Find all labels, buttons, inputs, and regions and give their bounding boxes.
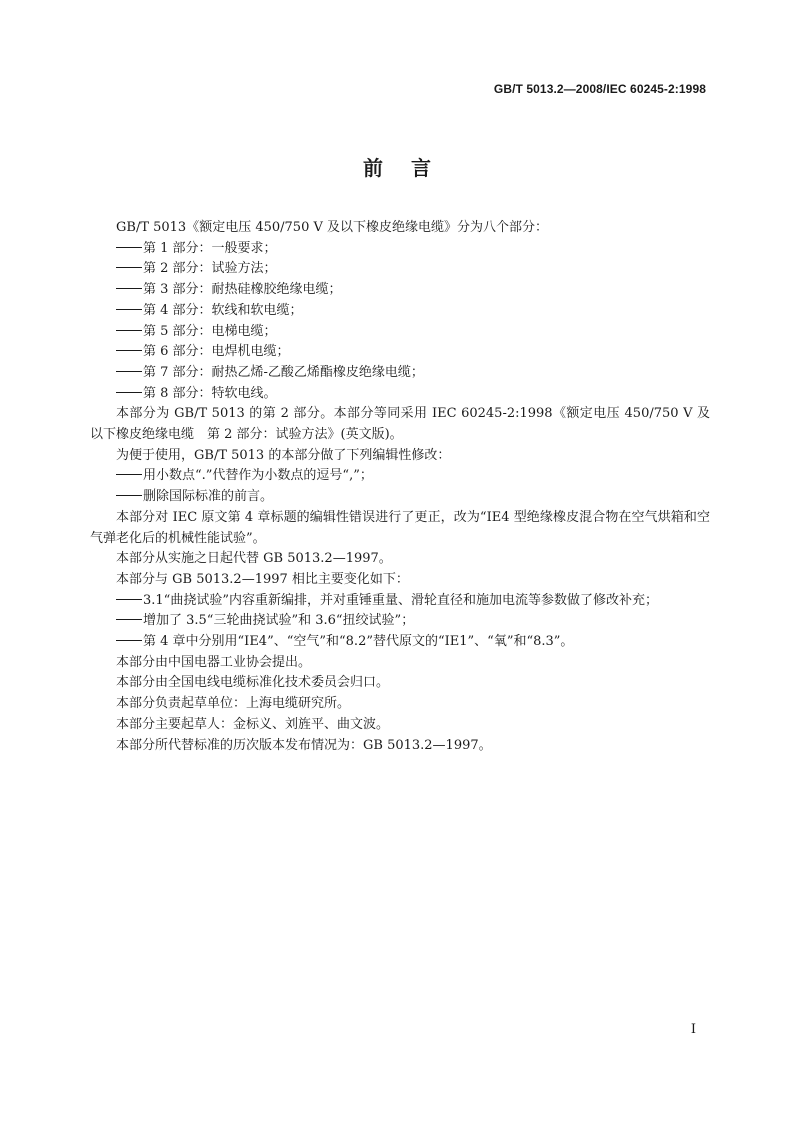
em-dash-marker	[116, 392, 142, 393]
paragraph-text: 本部分负责起草单位：上海电缆研究所。	[116, 696, 351, 712]
paragraph-text: 本部分为 GB/T 5013 的第 2 部分。本部分等同采用 IEC 60245-2:1998《额定电压 450/750 V 及以下橡皮绝缘电缆 第 2 部分：试验方法》(英文版)。	[90, 406, 710, 443]
page-number: I	[690, 1022, 696, 1037]
paragraph	[90, 570, 710, 591]
paragraph-text: 第 7 部分：耐热乙烯-乙酸乙烯酯橡皮绝缘电缆；	[143, 364, 424, 380]
em-dash-marker	[116, 640, 142, 641]
paragraph-text: 本部分从实施之日起代替 GB 5013.2—1997。	[116, 551, 392, 567]
list-item	[90, 301, 710, 322]
paragraph-text: 第 2 部分：试验方法；	[143, 261, 277, 277]
paragraph	[90, 218, 710, 239]
em-dash-marker	[116, 267, 142, 268]
paragraph-text: 第 4 章中分别用“IE4”、“空气”和“8.2”替代原文的“IE1”、“氧”和“8.3”。	[143, 634, 574, 650]
list-item	[90, 466, 710, 487]
list-item	[90, 632, 710, 653]
page-title: 前言	[363, 156, 459, 180]
paragraph-text: 第 4 部分：软线和软电缆；	[143, 302, 303, 318]
paragraph-text: 第 1 部分：一般要求；	[143, 240, 277, 256]
paragraph	[90, 446, 710, 467]
list-item	[90, 384, 710, 405]
paragraph-text: 3.1“曲挠试验”内容重新编排，并对重锤重量、滑轮直径和施加电流等参数做了修改补充；	[143, 592, 658, 608]
paragraph	[90, 673, 710, 694]
paragraph	[90, 508, 710, 549]
paragraph-text: 为便于使用，GB/T 5013 的本部分做了下列编辑性修改：	[116, 447, 451, 463]
standard-code-header: GB/T 5013.2—2008/IEC 60245-2:1998	[493, 82, 706, 96]
paragraph	[90, 404, 710, 445]
em-dash-marker	[116, 619, 142, 620]
em-dash-marker	[116, 309, 142, 310]
list-item	[90, 591, 710, 612]
paragraph	[90, 653, 710, 674]
paragraph-text: 本部分由全国电线电缆标准化技术委员会归口。	[116, 675, 390, 691]
list-item	[90, 322, 710, 343]
em-dash-marker	[116, 350, 142, 351]
em-dash-marker	[116, 599, 142, 600]
list-item	[90, 487, 710, 508]
paragraph-text: 第 5 部分：电梯电缆；	[143, 323, 277, 339]
list-item	[90, 239, 710, 260]
paragraph-text: 本部分由中国电器工业协会提出。	[116, 654, 312, 670]
em-dash-marker	[116, 371, 142, 372]
paragraph	[90, 715, 710, 736]
paragraph-text: 本部分对 IEC 原文第 4 章标题的编辑性错误进行了更正，改为“IE4 型绝缘橡皮混合物在空气烘箱和空气弹老化后的机械性能试验”。	[90, 509, 710, 546]
paragraph-text: 增加了 3.5“三轮曲挠试验”和 3.6“扭绞试验”；	[143, 613, 415, 629]
paragraph-text: GB/T 5013《额定电压 450/750 V 及以下橡皮绝缘电缆》分为八个部分：	[116, 220, 548, 235]
list-item	[90, 280, 710, 301]
paragraph-text: 本部分所代替标准的历次版本发布情况为：GB 5013.2—1997。	[116, 737, 492, 753]
paragraph-text: 用小数点“.”代替作为小数点的逗号“,”；	[143, 468, 373, 484]
paragraph-text: 第 6 部分：电焊机电缆；	[143, 344, 290, 360]
em-dash-marker	[116, 330, 142, 331]
em-dash-marker	[116, 247, 142, 248]
list-item	[90, 611, 710, 632]
paragraph-text: 删除国际标准的前言。	[143, 489, 274, 505]
paragraph	[90, 549, 710, 570]
foreword-body	[90, 218, 710, 756]
list-item	[90, 363, 710, 384]
paragraph	[90, 736, 710, 757]
list-item	[90, 259, 710, 280]
list-item	[90, 342, 710, 363]
paragraph-text: 本部分与 GB 5013.2—1997 相比主要变化如下：	[116, 571, 409, 587]
paragraph-text: 本部分主要起草人：金标义、刘旌平、曲文波。	[116, 716, 390, 732]
paragraph-text: 第 3 部分：耐热硅橡胶绝缘电缆；	[143, 282, 342, 298]
em-dash-marker	[116, 474, 142, 475]
em-dash-marker	[116, 288, 142, 289]
paragraph-text: 第 8 部分：特软电线。	[143, 385, 277, 401]
em-dash-marker	[116, 495, 142, 496]
paragraph	[90, 694, 710, 715]
